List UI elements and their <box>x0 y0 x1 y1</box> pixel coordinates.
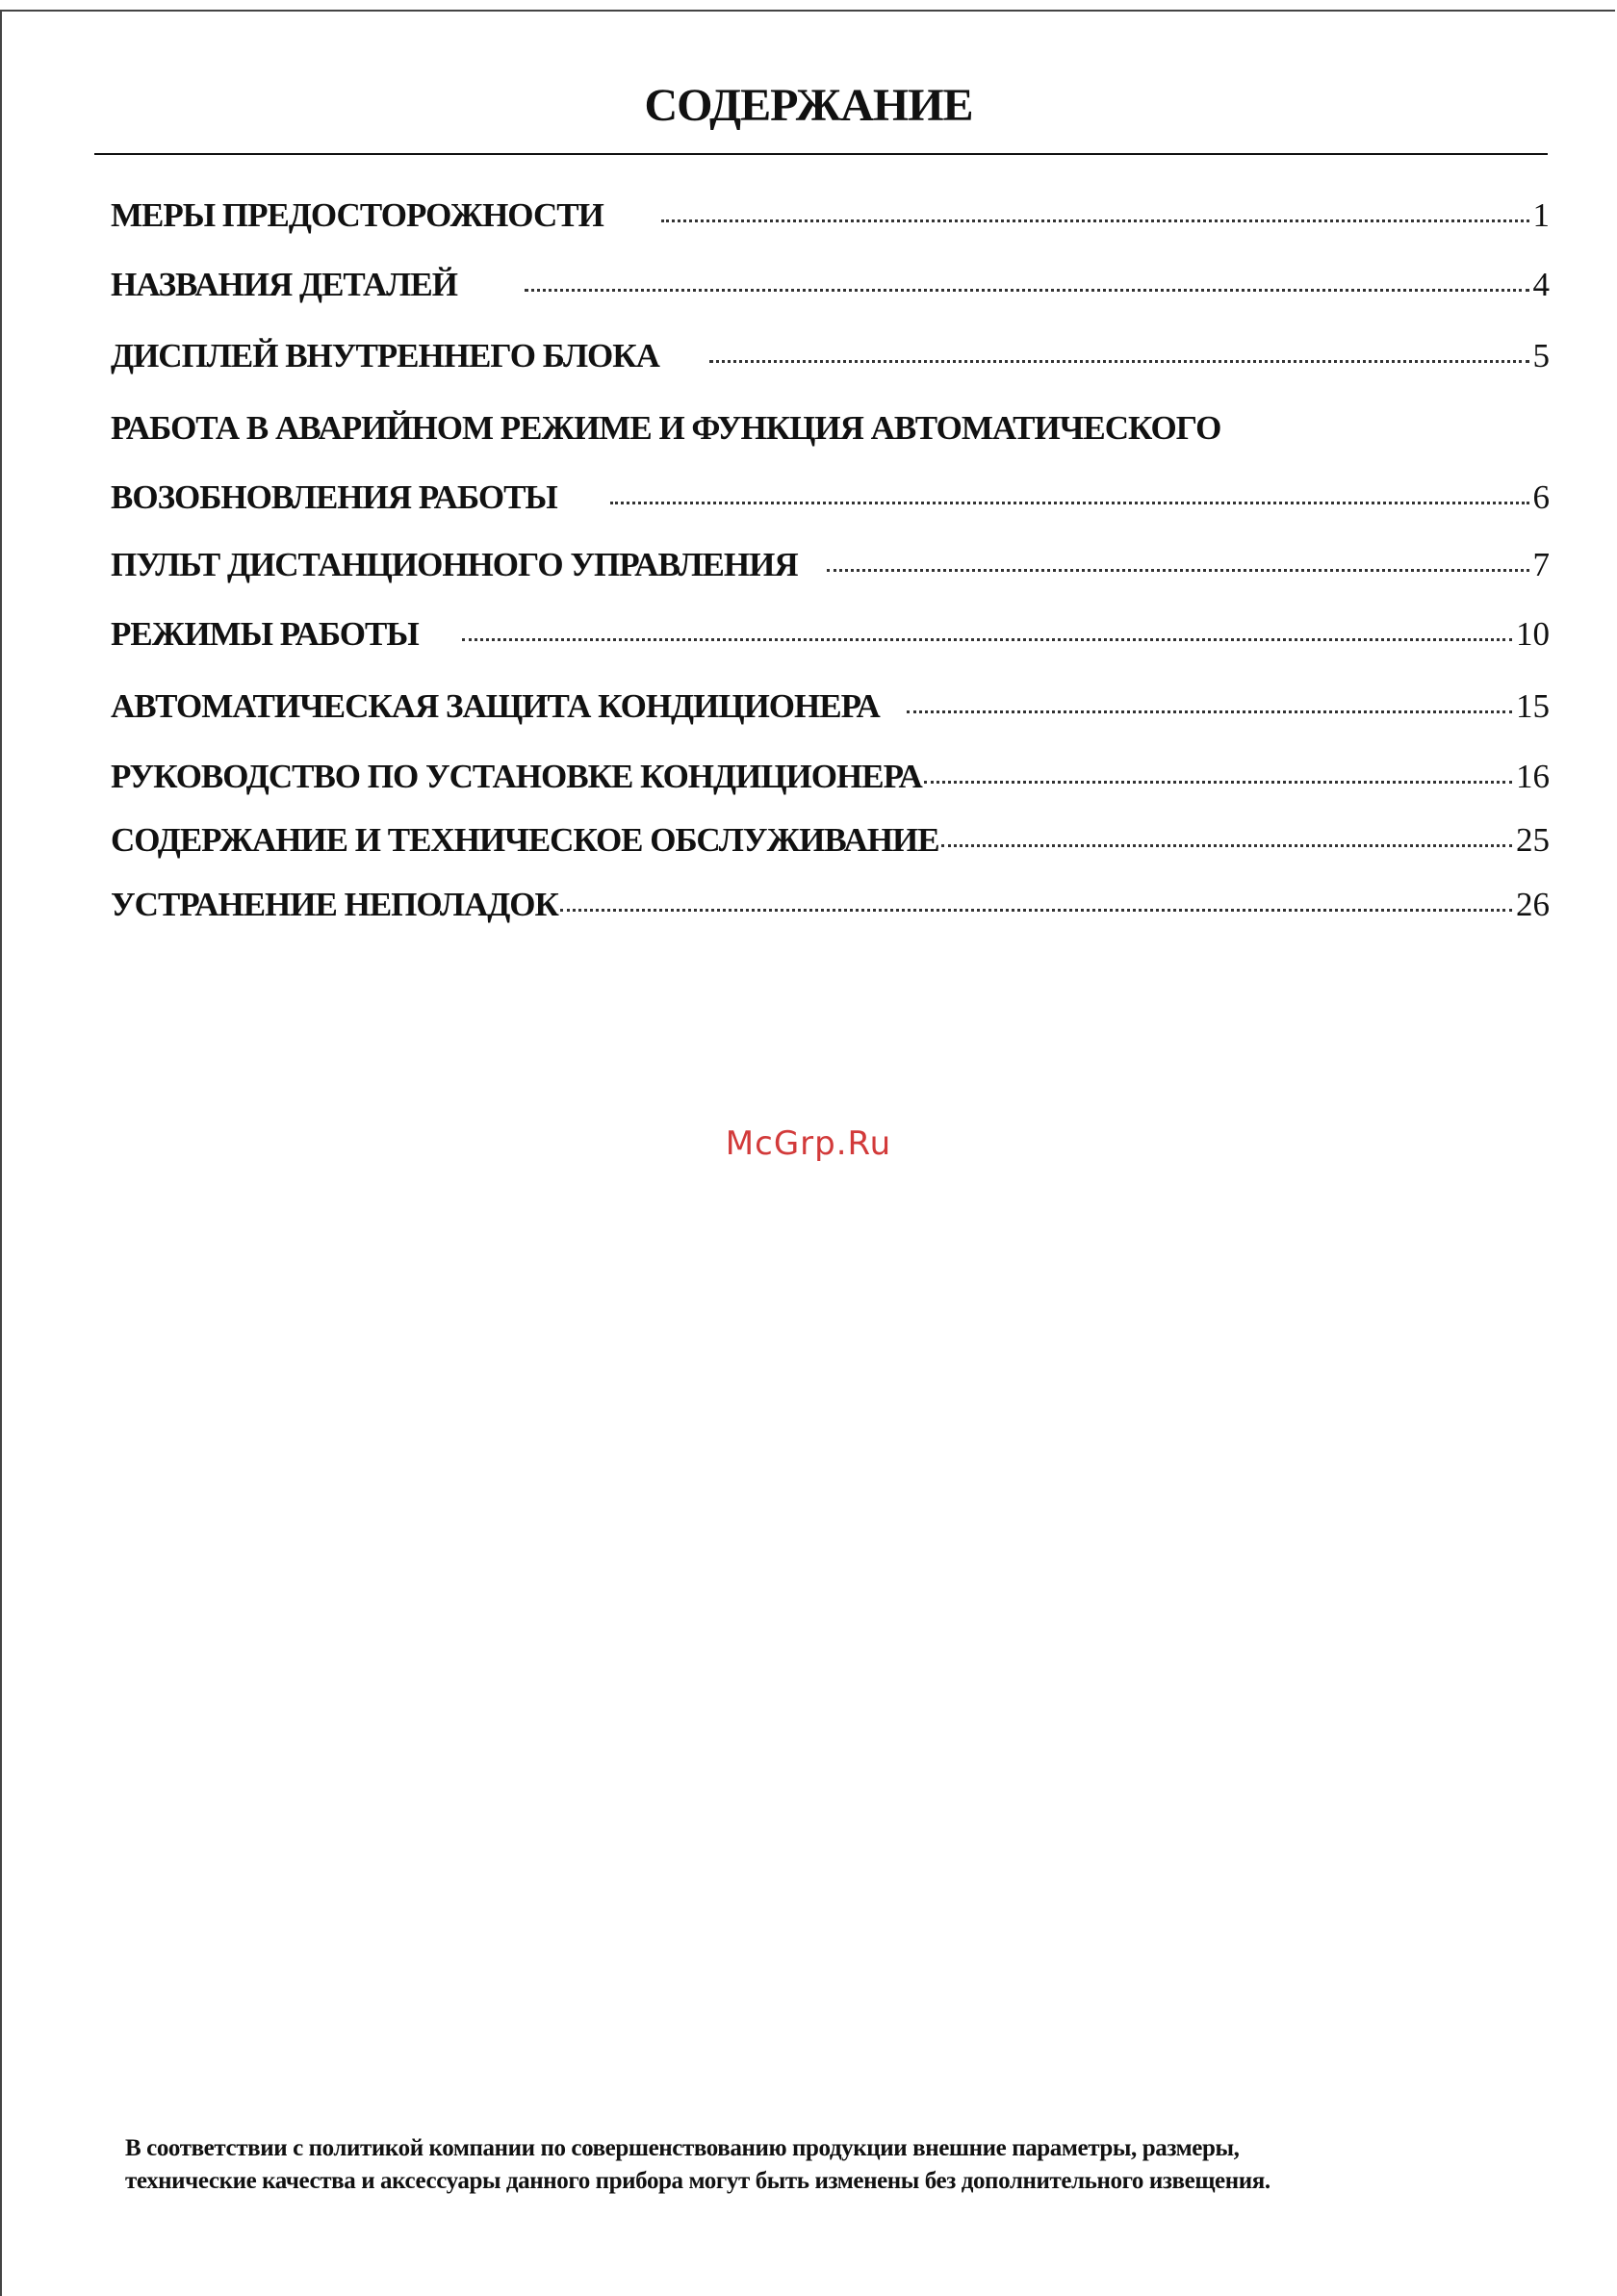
toc-page-number: 6 <box>1532 478 1550 516</box>
watermark: McGrp.Ru <box>725 1124 892 1163</box>
toc-entry-label: ПУЛЬТ ДИСТАНЦИОННОГО УПРАВЛЕНИЯ <box>111 546 798 583</box>
toc-leader-dots <box>709 360 1529 363</box>
toc-entry-label: ДИСПЛЕЙ ВНУТРЕННЕГО БЛОКА <box>111 337 659 374</box>
footer-line: технические качества и аксессуары данного прибора могут быть изменены без дополнительного извещения. <box>125 2168 1270 2194</box>
toc-entry-indoor-display[interactable] <box>111 337 1550 385</box>
toc-entry-remote-control[interactable] <box>111 546 1550 594</box>
toc-leader-dots <box>610 502 1529 504</box>
toc-page-number: 26 <box>1516 886 1550 923</box>
page-title: СОДЕРЖАНИЕ <box>644 80 973 131</box>
toc-leader-dots <box>827 569 1529 572</box>
toc-leader-dots <box>907 710 1512 713</box>
toc-leader-dots <box>661 219 1529 222</box>
toc-entry-label: РАБОТА В АВАРИЙНОМ РЕЖИМЕ И ФУНКЦИЯ АВТОМАТИЧЕСКОГО <box>111 409 1221 447</box>
toc-leader-dots <box>924 781 1512 784</box>
footer-notice <box>125 2132 1521 2198</box>
toc-entry-label: АВТОМАТИЧЕСКАЯ ЗАЩИТА КОНДИЦИОНЕРА <box>111 687 880 725</box>
toc-page-number: 15 <box>1516 687 1550 725</box>
toc-leader-dots <box>560 909 1512 912</box>
toc-page-number: 10 <box>1516 615 1550 653</box>
toc-page-number: 5 <box>1532 337 1550 374</box>
toc-entry-maintenance[interactable] <box>111 821 1550 869</box>
toc-entry-troubleshooting[interactable] <box>111 886 1550 934</box>
toc-entry-label: НАЗВАНИЯ ДЕТАЛЕЙ <box>111 266 457 303</box>
footer-line: В соответствии с политикой компании по совершенствованию продукции внешние параметры, размеры, <box>125 2135 1240 2161</box>
toc-entry-label: СОДЕРЖАНИЕ И ТЕХНИЧЕСКОЕ ОБСЛУЖИВАНИЕ <box>111 821 939 859</box>
toc-entry-installation-guide[interactable] <box>111 758 1550 806</box>
toc-page-number: 4 <box>1532 266 1550 303</box>
toc-entry-label: РЕЖИМЫ РАБОТЫ <box>111 615 419 653</box>
toc-page-number: 1 <box>1532 196 1550 234</box>
toc-entry-auto-restart[interactable] <box>111 478 1550 527</box>
toc-entry-parts-names[interactable] <box>111 266 1550 314</box>
toc-entry-operation-modes[interactable] <box>111 615 1550 663</box>
toc-entry-auto-protection[interactable] <box>111 687 1550 735</box>
toc-entry-label: УСТРАНЕНИЕ НЕПОЛАДОК <box>111 886 558 923</box>
toc-leader-dots <box>462 638 1512 641</box>
toc-entry-precautions[interactable] <box>111 196 1550 245</box>
toc-entry-label: МЕРЫ ПРЕДОСТОРОЖНОСТИ <box>111 196 603 234</box>
toc-entry-label: ВОЗОБНОВЛЕНИЯ РАБОТЫ <box>111 478 557 516</box>
toc-entry-emergency-mode[interactable] <box>111 409 1550 457</box>
toc-leader-dots <box>941 844 1512 847</box>
toc-page-number: 7 <box>1532 546 1550 583</box>
toc-page-number: 16 <box>1516 758 1550 795</box>
title-underline <box>94 153 1548 155</box>
toc-leader-dots <box>525 289 1529 292</box>
toc-page-number: 25 <box>1516 821 1550 859</box>
toc-entry-label: РУКОВОДСТВО ПО УСТАНОВКЕ КОНДИЦИОНЕРА <box>111 758 922 795</box>
